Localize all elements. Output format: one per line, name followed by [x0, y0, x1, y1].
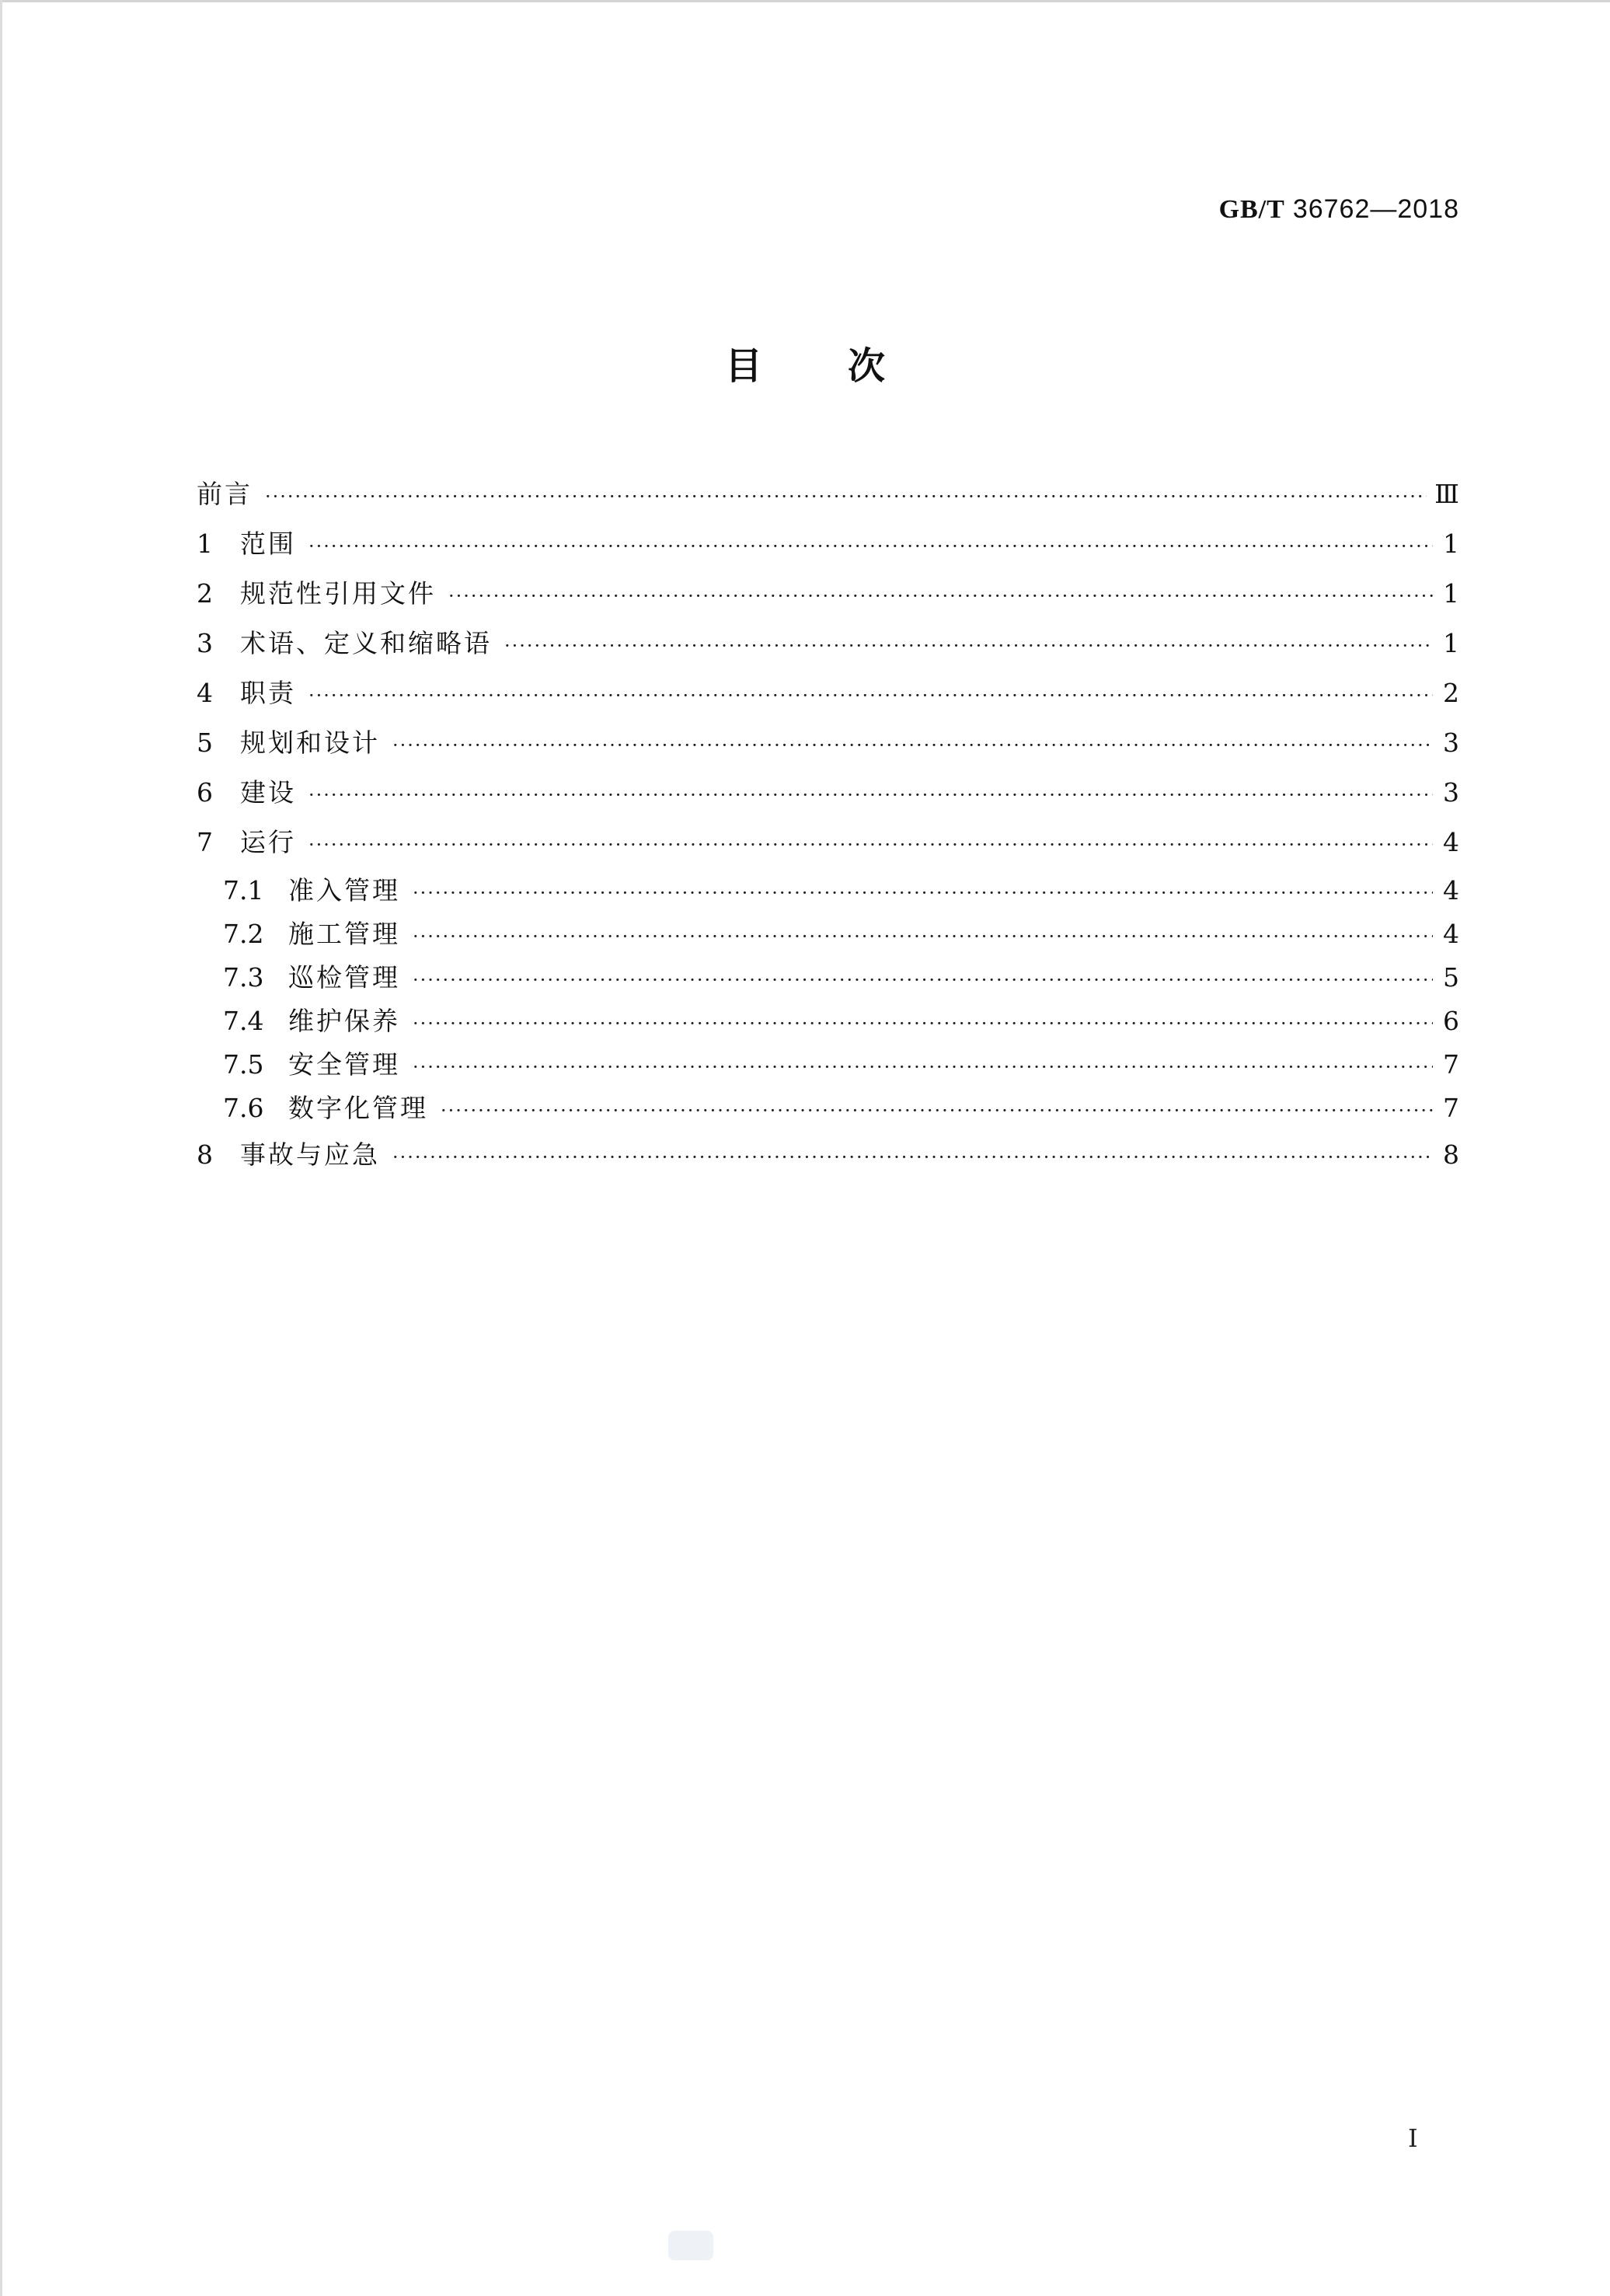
- page-number: I: [1408, 2123, 1418, 2153]
- toc-entry-page: 3: [1443, 728, 1459, 758]
- toc-entry-label: 巡检管理: [288, 962, 400, 993]
- toc-entry-number: 6: [197, 777, 213, 808]
- toc-entry-page: 5: [1443, 962, 1459, 993]
- toc-entry-number: 7.5: [223, 1049, 264, 1080]
- toc-leader-dots: [265, 478, 1427, 515]
- toc-entry-number: 7.2: [223, 919, 264, 949]
- toc-entry-number: 5: [197, 728, 213, 758]
- toc-leader-dots: [413, 874, 1433, 912]
- toc-entry-page: 8: [1443, 1139, 1459, 1170]
- toc-entry-number: 4: [197, 678, 213, 708]
- toc-entry-label: 安全管理: [288, 1049, 400, 1080]
- toc-leader-dots: [308, 826, 1433, 864]
- toc-entry-label: 维护保养: [288, 1006, 400, 1036]
- toc-entry-number: 7: [197, 827, 213, 857]
- toc-leader-dots: [413, 1049, 1433, 1086]
- toc-entry-label: 建设: [240, 777, 296, 808]
- toc-entry-page: 1: [1443, 529, 1459, 559]
- toc-entry-page: 1: [1443, 628, 1459, 658]
- toc-entry-label: 术语、定义和缩略语: [240, 628, 492, 658]
- standard-prefix: GB/T: [1218, 195, 1285, 224]
- standard-number: 36762—2018: [1292, 194, 1459, 224]
- toc-entry-number: 7.4: [223, 1006, 264, 1036]
- toc-entry-label: 范围: [240, 529, 296, 559]
- toc-entry[interactable]: [223, 872, 1459, 909]
- toc-entry-label: 事故与应急: [240, 1139, 380, 1170]
- toc-leader-dots: [413, 918, 1433, 955]
- toc-entry-page: 7: [1443, 1049, 1459, 1080]
- toc-entry-label: 职责: [240, 678, 296, 708]
- toc-entry[interactable]: [223, 1003, 1459, 1040]
- toc-entry-page: 3: [1443, 777, 1459, 808]
- toc-entry[interactable]: [197, 774, 1459, 811]
- toc-entry-page: 7: [1443, 1093, 1459, 1123]
- toc-entry[interactable]: [223, 959, 1459, 996]
- toc-entry[interactable]: [223, 916, 1459, 953]
- toc-entry-label: 前言: [197, 479, 253, 509]
- toc-leader-dots: [504, 627, 1433, 665]
- toc-entry[interactable]: [197, 1136, 1459, 1174]
- toc-entry-label: 规划和设计: [240, 728, 380, 758]
- toc-entry[interactable]: [197, 675, 1459, 712]
- toc-leader-dots: [308, 776, 1433, 814]
- toc-entry[interactable]: [197, 824, 1459, 861]
- toc-leader-dots: [308, 528, 1433, 565]
- toc-entry-page: 4: [1443, 919, 1459, 949]
- toc-list: [197, 0, 1459, 1244]
- toc-entry-page: Ⅲ: [1434, 479, 1459, 509]
- toc-entry-number: 3: [197, 628, 213, 658]
- toc-entry-label: 数字化管理: [288, 1093, 428, 1123]
- toc-entry[interactable]: [197, 575, 1459, 612]
- toc-leader-dots: [392, 727, 1433, 764]
- toc-leader-dots: [413, 1005, 1433, 1042]
- toc-entry[interactable]: [223, 1046, 1459, 1083]
- toc-entry-label: 准入管理: [288, 875, 400, 905]
- toc-entry-number: 1: [197, 529, 213, 559]
- toc-entry[interactable]: [197, 525, 1459, 563]
- publisher-logo-icon: [668, 2231, 713, 2260]
- toc-leader-dots: [441, 1092, 1433, 1129]
- toc-entry-number: 2: [197, 578, 213, 609]
- toc-entry-number: 7.6: [223, 1093, 264, 1123]
- toc-entry-label: 规范性引用文件: [240, 578, 436, 609]
- toc-entry-page: 4: [1443, 875, 1459, 905]
- toc-entry-page: 1: [1443, 578, 1459, 609]
- toc-entry-number: 8: [197, 1139, 213, 1170]
- toc-title: 目次: [724, 344, 971, 388]
- toc-entry-label: 施工管理: [288, 919, 400, 949]
- toc-entry-number: 7.1: [223, 875, 264, 905]
- toc-entry-number: 7.3: [223, 962, 264, 993]
- toc-leader-dots: [413, 961, 1433, 999]
- toc-entry-page: 2: [1443, 678, 1459, 708]
- toc-entry-label: 运行: [240, 827, 296, 857]
- toc-entry[interactable]: [197, 476, 1459, 513]
- toc-entry[interactable]: [197, 625, 1459, 662]
- toc-entry[interactable]: [223, 1090, 1459, 1127]
- toc-entry[interactable]: [197, 724, 1459, 762]
- toc-entry-page: 6: [1443, 1006, 1459, 1036]
- toc-leader-dots: [308, 677, 1433, 714]
- toc-entry-page: 4: [1443, 827, 1459, 857]
- toc-leader-dots: [392, 1139, 1433, 1176]
- toc-leader-dots: [448, 577, 1433, 615]
